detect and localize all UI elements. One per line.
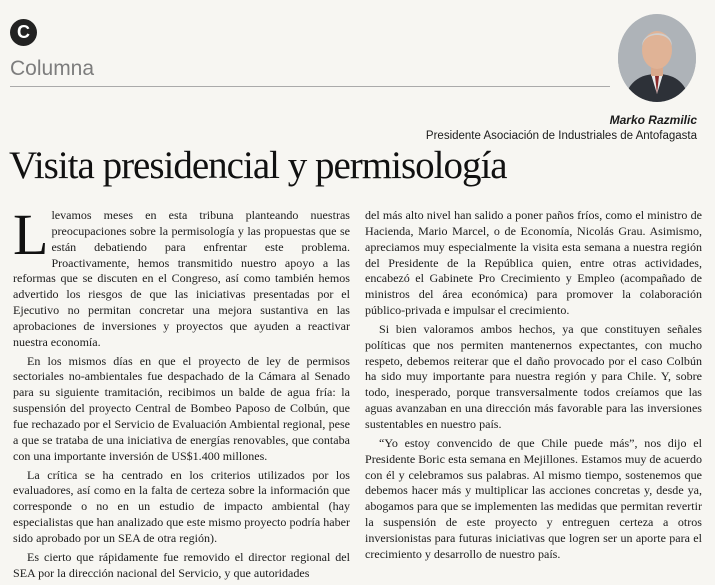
article-headline: Visita presidencial y permisología bbox=[9, 144, 507, 187]
article-paragraph-1: Llevamos meses en esta tribuna planteando nuestras preocupaciones sobre la permisología y las propuestas que se están debatiendo para enfrentar este problema. Proactivamente, hemos transmitido nuestro apoyo a las reformas que se discuten en el Congreso, así como también hemos advertido los riesgos de que las iniciativas presentadas por el Ejecutivo no permitan concretar una mejora sustantiva en las aprobaciones de inversiones y proyectos que ayuden a reactivar nuestra economía. bbox=[13, 202, 350, 349]
author-block bbox=[426, 113, 697, 142]
drop-cap: L bbox=[13, 202, 49, 267]
author-name: Marko Razmilic bbox=[609, 113, 697, 127]
article-paragraph-4-start: Es cierto que rápidamente fue removido el director regional del SEA por la dirección nacional del Servicio, y que autoridades bbox=[13, 549, 350, 580]
author-portrait-image bbox=[618, 14, 696, 102]
author-photo bbox=[618, 14, 696, 102]
header-divider bbox=[10, 86, 610, 87]
column-badge: C bbox=[10, 19, 37, 46]
article-paragraph-5: Si bien valoramos ambos hechos, ya que constituyen señales políticas que nos permiten mantenernos expectantes, con mucho respeto, debemos reiterar que el daño provocado por el caso Colbún ha sido muy importante para nuestra región y para Chile. Y, sobre todo, inesperado, porque transversalmente todos creíamos que las aguas avanzaban en una dirección más favorable para las inversiones sustentables en nuestro país. bbox=[365, 321, 702, 431]
article-paragraph-4-continued: del más alto nivel han salido a poner paños fríos, como el ministro de Hacienda, Mario Marcel, o de Economía, Nicolás Grau. Asimismo, apreciamos muy especialmente la visita esta semana a nuestra región del Presidente de la República quien, entre otras actividades, encabezó el Gabinete Pro Crecimiento y Empleo (acompañado de ministros del área económica) para promover la colaboración público-privada e impulsar el crecimiento. bbox=[365, 208, 702, 318]
author-role: Presidente Asociación de Industriales de Antofagasta bbox=[425, 130, 697, 142]
section-label: Columna bbox=[10, 57, 95, 80]
article-column-right bbox=[365, 208, 702, 566]
article-paragraph-3: La crítica se ha centrado en los criterios utilizados por los evaluadores, así como en la falta de certeza sobre la información que corresponde o no en un estudio de impacto ambiental (hay especialistas que han analizado que este mismo proyecto podría haber sido aprobado por un SEA de otra región). bbox=[13, 467, 350, 545]
article-paragraph-2: En los mismos días en que el proyecto de ley de permisos sectoriales no-ambientales fue despachado de la Cámara al Senado para su siguiente tramitación, recibimos un balde de agua fría: la suspensión del proyecto Central de Bombeo Paposo de Colbún, que fue rechazado por el Servicio de Evaluación Ambiental regional, pese a que se trataba de una iniciativa de energías renovables, que contaba con una importante inversión de US$1.400 millones. bbox=[13, 353, 350, 463]
article-column-left bbox=[13, 202, 350, 584]
article-paragraph-6: “Yo estoy convencido de que Chile puede más”, nos dijo el Presidente Boric esta semana en Mejillones. Estamos muy de acuerdo con él y celebramos sus palabras. Al mismo tiempo, sostenemos que debemos hacer más y multiplicar las acciones concretas y, desde ya, abogamos para que se implementen las medidas que permitan revertir la suspensión de este proyecto y entreguen certeza a otros inversionistas para futuras iniciativas que logren ser un aporte para el crecimiento y desarrollo de nuestro país. bbox=[365, 435, 702, 561]
